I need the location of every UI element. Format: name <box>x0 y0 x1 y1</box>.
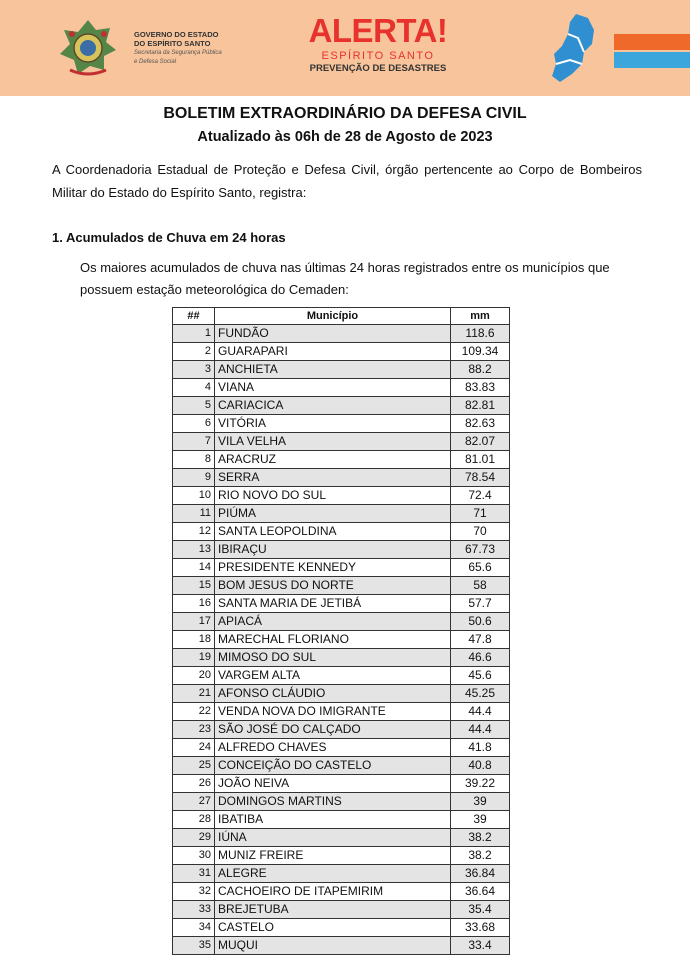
rainfall-mm-cell: 36.64 <box>451 883 510 901</box>
rainfall-mm-cell: 71 <box>451 505 510 523</box>
rainfall-mm-cell: 72.4 <box>451 487 510 505</box>
row-number-cell: 17 <box>173 613 215 631</box>
municipality-cell: DOMINGOS MARTINS <box>215 793 451 811</box>
table-row <box>173 685 510 703</box>
row-number-cell: 22 <box>173 703 215 721</box>
rainfall-mm-cell: 38.2 <box>451 829 510 847</box>
row-number-cell: 25 <box>173 757 215 775</box>
section-title: 1. Acumulados de Chuva em 24 horas <box>52 230 286 245</box>
rainfall-mm-cell: 118.6 <box>451 325 510 343</box>
municipality-cell: SANTA LEOPOLDINA <box>215 523 451 541</box>
table-row <box>173 343 510 361</box>
municipality-cell: IBIRAÇU <box>215 541 451 559</box>
rainfall-mm-cell: 39 <box>451 793 510 811</box>
municipality-cell: CONCEIÇÃO DO CASTELO <box>215 757 451 775</box>
row-number-cell: 21 <box>173 685 215 703</box>
row-number-cell: 27 <box>173 793 215 811</box>
table-row <box>173 649 510 667</box>
rainfall-mm-cell: 83.83 <box>451 379 510 397</box>
rainfall-mm-cell: 88.2 <box>451 361 510 379</box>
rainfall-mm-cell: 35.4 <box>451 901 510 919</box>
municipality-cell: SÃO JOSÉ DO CALÇADO <box>215 721 451 739</box>
municipality-cell: PIÚMA <box>215 505 451 523</box>
table-row <box>173 523 510 541</box>
municipality-cell: FUNDÃO <box>215 325 451 343</box>
table-row <box>173 613 510 631</box>
rainfall-mm-cell: 65.6 <box>451 559 510 577</box>
table-row <box>173 559 510 577</box>
table-row <box>173 775 510 793</box>
row-number-cell: 8 <box>173 451 215 469</box>
municipality-cell: VENDA NOVA DO IMIGRANTE <box>215 703 451 721</box>
table-row <box>173 667 510 685</box>
municipality-cell: SANTA MARIA DE JETIBÁ <box>215 595 451 613</box>
municipality-cell: MUNIZ FREIRE <box>215 847 451 865</box>
espirito-santo-map-icon <box>548 12 598 84</box>
row-number-cell: 28 <box>173 811 215 829</box>
gov-line-1: GOVERNO DO ESTADO <box>134 30 219 39</box>
table-body <box>173 325 510 955</box>
row-number-cell: 5 <box>173 397 215 415</box>
row-number-cell: 14 <box>173 559 215 577</box>
table-row <box>173 325 510 343</box>
header-number: ## <box>173 308 215 325</box>
municipality-cell: IÚNA <box>215 829 451 847</box>
bulletin-subtitle: Atualizado às 06h de 28 de Agosto de 2023 <box>197 129 493 145</box>
table-row <box>173 883 510 901</box>
table-row <box>173 937 510 955</box>
table-row <box>173 451 510 469</box>
table-row <box>173 793 510 811</box>
municipality-cell: MARECHAL FLORIANO <box>215 631 451 649</box>
header-mm: mm <box>451 308 510 325</box>
rainfall-mm-cell: 50.6 <box>451 613 510 631</box>
alert-subtitle-prevention: PREVENÇÃO DE DESASTRES <box>309 63 447 74</box>
table-row <box>173 847 510 865</box>
rainfall-mm-cell: 82.07 <box>451 433 510 451</box>
municipality-cell: JOÃO NEIVA <box>215 775 451 793</box>
municipality-cell: ARACRUZ <box>215 451 451 469</box>
municipality-cell: ALEGRE <box>215 865 451 883</box>
rainfall-mm-cell: 39 <box>451 811 510 829</box>
row-number-cell: 16 <box>173 595 215 613</box>
table-row <box>173 397 510 415</box>
alert-title: ALERTA! <box>308 12 448 49</box>
row-number-cell: 33 <box>173 901 215 919</box>
table-row <box>173 739 510 757</box>
table-row <box>173 901 510 919</box>
municipality-cell: VIANA <box>215 379 451 397</box>
table-row <box>173 721 510 739</box>
table-header-row <box>173 308 510 325</box>
table-row <box>173 595 510 613</box>
row-number-cell: 6 <box>173 415 215 433</box>
alert-subtitle-state: ESPÍRITO SANTO <box>321 50 435 62</box>
rainfall-mm-cell: 39.22 <box>451 775 510 793</box>
municipality-cell: ALFREDO CHAVES <box>215 739 451 757</box>
rainfall-mm-cell: 58 <box>451 577 510 595</box>
table-row <box>173 505 510 523</box>
section-lead: Os maiores acumulados de chuva nas últimas 24 horas registrados entre os municípios que possuem estação meteorológica do Cemaden: <box>80 260 610 297</box>
table-row <box>173 829 510 847</box>
municipality-cell: ANCHIETA <box>215 361 451 379</box>
municipality-cell: CASTELO <box>215 919 451 937</box>
state-seal-icon <box>56 14 120 80</box>
table-row <box>173 379 510 397</box>
rainfall-mm-cell: 44.4 <box>451 721 510 739</box>
row-number-cell: 2 <box>173 343 215 361</box>
rainfall-mm-cell: 82.81 <box>451 397 510 415</box>
rainfall-mm-cell: 81.01 <box>451 451 510 469</box>
row-number-cell: 7 <box>173 433 215 451</box>
rainfall-mm-cell: 40.8 <box>451 757 510 775</box>
municipality-cell: APIACÁ <box>215 613 451 631</box>
header-municipality: Município <box>215 308 451 325</box>
rainfall-table <box>172 307 510 955</box>
gov-line-3: Secretaria da Segurança Pública <box>134 50 222 56</box>
row-number-cell: 11 <box>173 505 215 523</box>
rainfall-mm-cell: 41.8 <box>451 739 510 757</box>
bulletin-title: BOLETIM EXTRAORDINÁRIO DA DEFESA CIVIL <box>163 105 527 122</box>
table-row <box>173 919 510 937</box>
municipality-cell: RIO NOVO DO SUL <box>215 487 451 505</box>
rainfall-mm-cell: 45.25 <box>451 685 510 703</box>
row-number-cell: 30 <box>173 847 215 865</box>
rainfall-mm-cell: 47.8 <box>451 631 510 649</box>
table-row <box>173 577 510 595</box>
table-row <box>173 469 510 487</box>
rainfall-mm-cell: 44.4 <box>451 703 510 721</box>
table-row <box>173 865 510 883</box>
row-number-cell: 20 <box>173 667 215 685</box>
rainfall-mm-cell: 109.34 <box>451 343 510 361</box>
rainfall-mm-cell: 78.54 <box>451 469 510 487</box>
intro-paragraph: A Coordenadoria Estadual de Proteção e Defesa Civil, órgão pertencente ao Corpo de Bombeiros Militar do Estado do Espírito Santo, registra: <box>52 162 642 200</box>
table-row <box>173 541 510 559</box>
row-number-cell: 19 <box>173 649 215 667</box>
table-row <box>173 361 510 379</box>
row-number-cell: 1 <box>173 325 215 343</box>
rainfall-mm-cell: 57.7 <box>451 595 510 613</box>
rainfall-mm-cell: 36.84 <box>451 865 510 883</box>
table-row <box>173 631 510 649</box>
municipality-cell: GUARAPARI <box>215 343 451 361</box>
gov-line-4: e Defesa Social <box>134 59 177 65</box>
municipality-cell: VARGEM ALTA <box>215 667 451 685</box>
municipality-cell: CACHOEIRO DE ITAPEMIRIM <box>215 883 451 901</box>
orange-stripe <box>614 34 690 50</box>
government-label <box>134 30 254 66</box>
row-number-cell: 31 <box>173 865 215 883</box>
row-number-cell: 18 <box>173 631 215 649</box>
alert-logo <box>308 14 448 74</box>
row-number-cell: 35 <box>173 937 215 955</box>
table-row <box>173 487 510 505</box>
row-number-cell: 23 <box>173 721 215 739</box>
rainfall-mm-cell: 33.68 <box>451 919 510 937</box>
header-banner <box>0 0 690 96</box>
row-number-cell: 10 <box>173 487 215 505</box>
row-number-cell: 29 <box>173 829 215 847</box>
row-number-cell: 32 <box>173 883 215 901</box>
table-row <box>173 811 510 829</box>
row-number-cell: 9 <box>173 469 215 487</box>
row-number-cell: 4 <box>173 379 215 397</box>
municipality-cell: SERRA <box>215 469 451 487</box>
row-number-cell: 15 <box>173 577 215 595</box>
rainfall-mm-cell: 70 <box>451 523 510 541</box>
rainfall-mm-cell: 33.4 <box>451 937 510 955</box>
row-number-cell: 34 <box>173 919 215 937</box>
municipality-cell: VILA VELHA <box>215 433 451 451</box>
table-row <box>173 433 510 451</box>
table-row <box>173 415 510 433</box>
row-number-cell: 12 <box>173 523 215 541</box>
rainfall-mm-cell: 67.73 <box>451 541 510 559</box>
table-row <box>173 703 510 721</box>
municipality-cell: MIMOSO DO SUL <box>215 649 451 667</box>
rainfall-mm-cell: 46.6 <box>451 649 510 667</box>
gov-line-2: DO ESPÍRITO SANTO <box>134 39 211 48</box>
municipality-cell: BREJETUBA <box>215 901 451 919</box>
municipality-cell: VITÓRIA <box>215 415 451 433</box>
row-number-cell: 3 <box>173 361 215 379</box>
table-row <box>173 757 510 775</box>
municipality-cell: MUQUI <box>215 937 451 955</box>
municipality-cell: IBATIBA <box>215 811 451 829</box>
row-number-cell: 24 <box>173 739 215 757</box>
rainfall-mm-cell: 38.2 <box>451 847 510 865</box>
municipality-cell: PRESIDENTE KENNEDY <box>215 559 451 577</box>
row-number-cell: 13 <box>173 541 215 559</box>
municipality-cell: AFONSO CLÁUDIO <box>215 685 451 703</box>
municipality-cell: BOM JESUS DO NORTE <box>215 577 451 595</box>
row-number-cell: 26 <box>173 775 215 793</box>
blue-stripe <box>614 52 690 68</box>
rainfall-mm-cell: 82.63 <box>451 415 510 433</box>
municipality-cell: CARIACICA <box>215 397 451 415</box>
rainfall-mm-cell: 45.6 <box>451 667 510 685</box>
